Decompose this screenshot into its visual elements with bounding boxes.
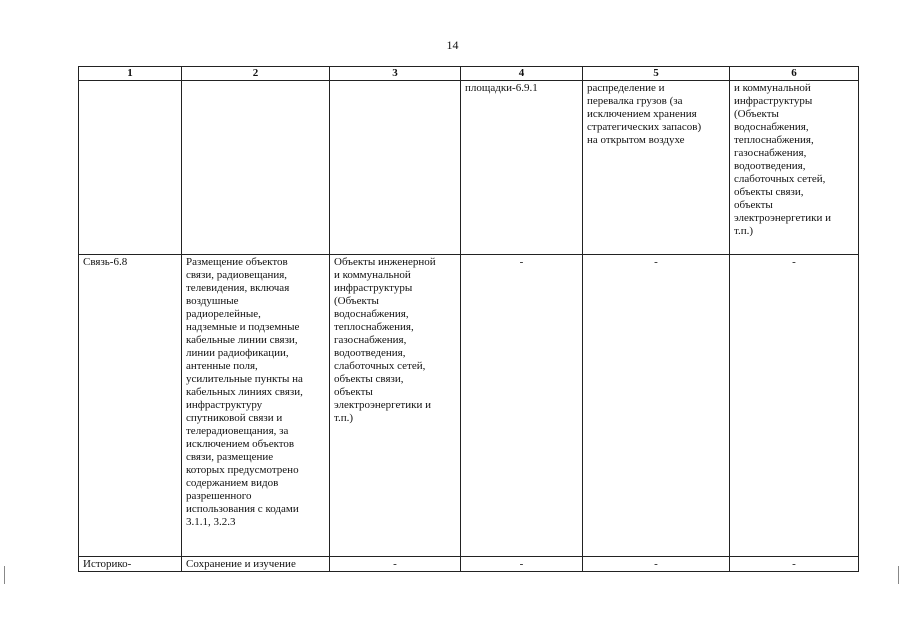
table-row <box>79 255 859 557</box>
column-header-4: 4 <box>461 67 583 81</box>
table-cell: - <box>583 557 730 572</box>
table-cell <box>330 81 461 255</box>
column-header-3: 3 <box>330 67 461 81</box>
table-cell: Связь-6.8 <box>79 255 182 557</box>
table-cell: Размещение объектов связи, радиовещания, телевидения, включая воздушные радиорелейные, надземные и подземные кабельные линии связи, линии радиофикации, антенные поля, усилительные пункты на кабельных линиях связи, инфраструктуру спутниковой связи и телерадиовещания, за исключением объектов связи, размещение которых предусмотрено содержанием видов разрешенного использования с кодами 3.1.1, 3.2.3 <box>182 255 330 557</box>
table-cell: Объекты инженерной и коммунальной инфраструктуры (Объекты водоснабжения, теплоснабжения, газоснабжения, водоотведения, слаботочных сетей, объекты связи, объекты электроэнергетики и т.п.) <box>330 255 461 557</box>
scan-edge-mark <box>4 566 5 584</box>
column-header-1: 1 <box>79 67 182 81</box>
table-cell: - <box>583 255 730 557</box>
column-header-2: 2 <box>182 67 330 81</box>
table-cell: распределение и перевалка грузов (за исключением хранения стратегических запасов) на открытом воздухе <box>583 81 730 255</box>
column-header-5: 5 <box>583 67 730 81</box>
table-cell: - <box>461 255 583 557</box>
table-cell: площадки-6.9.1 <box>461 81 583 255</box>
table-cell: - <box>461 557 583 572</box>
scan-edge-mark <box>898 566 899 584</box>
table-cell <box>182 81 330 255</box>
table-cell <box>79 81 182 255</box>
header-row <box>79 67 859 81</box>
table-cell: - <box>330 557 461 572</box>
land-use-table <box>78 66 859 572</box>
table-cell: и коммунальной инфраструктуры (Объекты водоснабжения, теплоснабжения, газоснабжения, водоотведения, слаботочных сетей, объекты связи, объекты электроэнергетики и т.п.) <box>730 81 859 255</box>
table-row <box>79 81 859 255</box>
table-row <box>79 557 859 572</box>
column-header-6: 6 <box>730 67 859 81</box>
table-cell: - <box>730 255 859 557</box>
table-cell: Сохранение и изучение <box>182 557 330 572</box>
table-cell: - <box>730 557 859 572</box>
table-cell: Историко- <box>79 557 182 572</box>
page-number: 14 <box>446 38 459 52</box>
